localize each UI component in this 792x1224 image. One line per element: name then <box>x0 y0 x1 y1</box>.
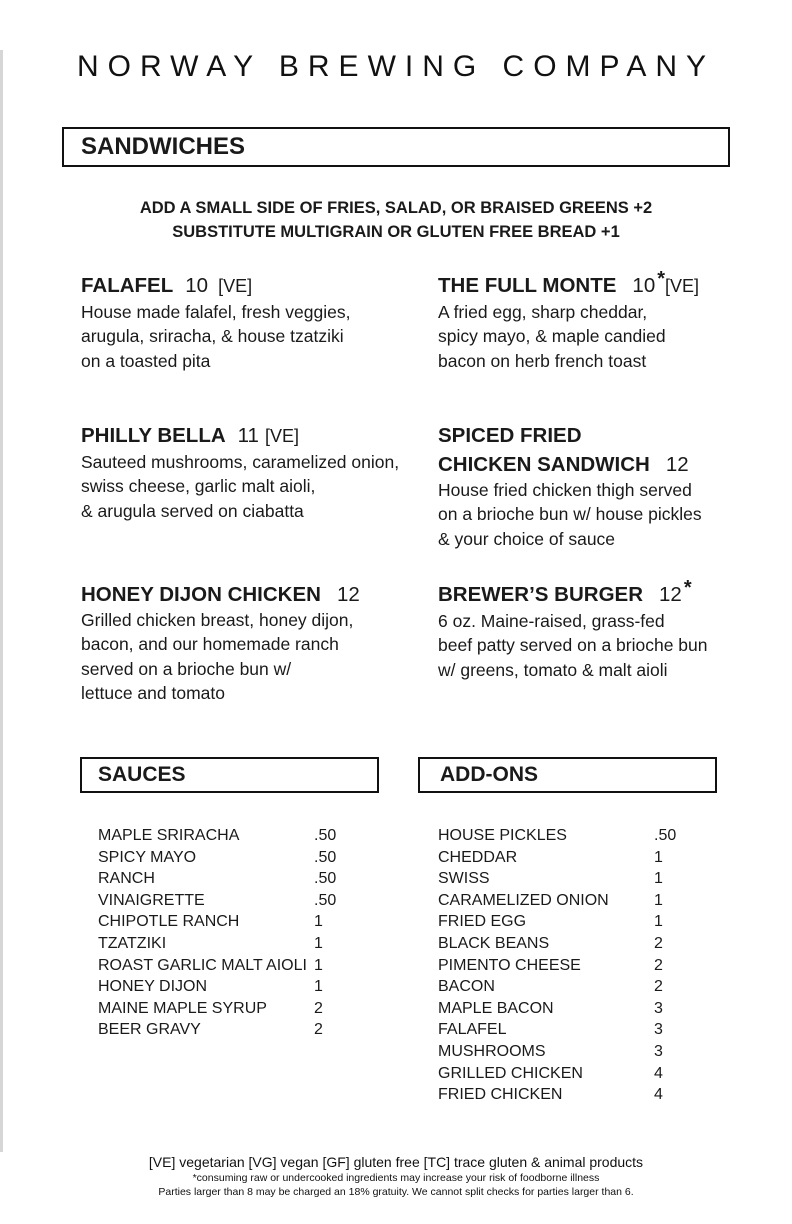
item-name: TZATZIKI <box>98 934 167 952</box>
item-price: 1 <box>654 848 663 866</box>
item-name: BACON <box>438 978 495 996</box>
item-price: 2 <box>654 978 663 996</box>
item-description: House made falafel, fresh veggies, arugula, sriracha, & house tzatziki on a toasted pita <box>81 302 351 371</box>
list-item <box>438 825 676 847</box>
menu-item-honey-dijon-chicken <box>81 581 426 705</box>
list-item <box>98 998 336 1020</box>
list-item <box>98 890 336 912</box>
section-title: SANDWICHES <box>81 133 246 160</box>
list-item <box>438 1063 676 1085</box>
item-price: 3 <box>654 999 663 1017</box>
item-price: 12 <box>336 583 360 606</box>
diet-legend: [VE] vegetarian [VG] vegan [GF] gluten free [TC] trace gluten & animal products <box>148 1154 644 1170</box>
item-price: .50 <box>314 891 337 909</box>
list-item <box>438 933 676 955</box>
item-name: BEER GRAVY <box>98 1021 201 1039</box>
section-title: ADD-ONS <box>440 763 538 786</box>
item-name: CHIPOTLE RANCH <box>98 913 240 931</box>
item-tag: [VE] <box>218 276 253 296</box>
item-name: MAPLE BACON <box>438 999 554 1017</box>
list-item <box>98 911 336 933</box>
list-item <box>98 976 336 998</box>
item-name: THE FULL MONTE <box>438 274 617 297</box>
raw-warning-star: * <box>683 577 692 599</box>
menu-item-falafel <box>81 272 426 373</box>
list-item <box>438 955 676 977</box>
list-item <box>438 976 676 998</box>
item-price: 4 <box>654 1086 663 1104</box>
item-name: PHILLY BELLA <box>81 424 226 447</box>
item-price: .50 <box>314 848 337 866</box>
addons-list <box>438 825 676 1106</box>
item-name: MAPLE SRIRACHA <box>98 827 240 844</box>
item-price: 3 <box>654 1021 663 1039</box>
item-name: FALAFEL <box>81 274 174 297</box>
section-header-sauces <box>80 757 379 793</box>
item-description: A fried egg, sharp cheddar, spicy mayo, & maple candied bacon on herb french toast <box>438 302 666 371</box>
item-price: 11 <box>237 424 259 447</box>
item-price: 3 <box>654 1042 663 1060</box>
section-header-sandwiches <box>62 127 730 167</box>
item-price: 12 <box>665 453 689 476</box>
item-name: FALAFEL <box>438 1021 507 1039</box>
list-item <box>438 890 676 912</box>
item-price: 2 <box>654 956 663 974</box>
item-name-line1: SPICED FRIED <box>438 424 582 447</box>
item-price: .50 <box>314 827 337 844</box>
item-name: CHEDDAR <box>438 848 518 866</box>
item-description: Grilled chicken breast, honey dijon, bacon, and our homemade ranch served on a brioche bun w/ lettuce and tomato <box>81 610 354 703</box>
item-price: 2 <box>314 1021 323 1039</box>
item-name: HONEY DIJON CHICKEN <box>81 583 321 606</box>
item-price: 1 <box>654 913 663 931</box>
item-name-line2: CHICKEN SANDWICH <box>438 453 650 476</box>
item-tag: [VE] <box>264 426 299 446</box>
menu-footer <box>0 1153 792 1199</box>
item-name: BLACK BEANS <box>438 934 550 952</box>
list-item <box>98 955 336 977</box>
item-price: 1 <box>654 891 663 909</box>
item-name: PIMENTO CHEESE <box>438 956 581 974</box>
item-name: CARAMELIZED ONION <box>438 891 609 909</box>
list-item <box>98 825 336 847</box>
item-price: .50 <box>314 870 337 888</box>
bread-note: SUBSTITUTE MULTIGRAIN OR GLUTEN FREE BREAD +1 <box>172 223 620 241</box>
list-item <box>438 1041 676 1063</box>
item-price: 1 <box>314 956 323 974</box>
item-name: FRIED CHICKEN <box>438 1086 563 1104</box>
item-name: SWISS <box>438 870 490 888</box>
item-name: HONEY DIJON <box>98 978 208 996</box>
list-item <box>438 998 676 1020</box>
item-name: FRIED EGG <box>438 913 527 931</box>
list-item <box>438 1019 676 1041</box>
section-title: SAUCES <box>98 763 186 786</box>
item-description: Sauteed mushrooms, caramelized onion, swiss cheese, garlic malt aioli, & arugula served on ciabatta <box>81 452 400 521</box>
list-item <box>438 868 676 890</box>
item-price: 10 <box>185 274 209 297</box>
item-price: 1 <box>314 978 323 996</box>
item-tag: [VE] <box>665 276 700 296</box>
item-name: SPICY MAYO <box>98 848 197 866</box>
list-item <box>98 1019 336 1041</box>
menu-item-spiced-fried-chicken <box>438 422 783 551</box>
sauces-list <box>98 825 336 1041</box>
item-name: MAINE MAPLE SYRUP <box>98 999 267 1017</box>
item-name: MUSHROOMS <box>438 1042 546 1060</box>
list-item <box>98 847 336 869</box>
item-name: HOUSE PICKLES <box>438 827 567 844</box>
item-price: 4 <box>654 1064 663 1082</box>
list-item <box>438 911 676 933</box>
item-price: 2 <box>654 934 663 952</box>
item-price: 1 <box>654 870 663 888</box>
menu-item-philly-bella <box>81 422 426 523</box>
section-header-addons <box>418 757 717 793</box>
item-name: BREWER’S BURGER <box>438 583 644 606</box>
list-item <box>438 847 676 869</box>
list-item <box>98 868 336 890</box>
list-item <box>98 933 336 955</box>
menu-item-brewers-burger <box>438 577 738 682</box>
item-price: 10 <box>632 274 656 297</box>
gratuity-policy: Parties larger than 8 may be charged an 18% gratuity. We cannot split checks for parties larger than 6. <box>158 1186 634 1198</box>
item-name: RANCH <box>98 870 155 888</box>
item-name: GRILLED CHICKEN <box>438 1064 583 1082</box>
item-price: 12 <box>659 583 682 606</box>
raw-food-warning: *consuming raw or undercooked ingredients may increase your risk of foodborne illness <box>192 1172 600 1184</box>
item-price: 1 <box>314 913 323 931</box>
item-price: .50 <box>654 827 677 844</box>
sandwich-notes <box>0 196 792 244</box>
list-item <box>438 1084 676 1106</box>
restaurant-title: NORWAY BREWING COMPANY <box>76 50 716 83</box>
raw-warning-star: * <box>657 268 666 290</box>
sides-note: ADD A SMALL SIDE OF FRIES, SALAD, OR BRAISED GREENS +2 <box>139 199 653 217</box>
menu-item-full-monte <box>438 268 783 373</box>
item-name: ROAST GARLIC MALT AIOLI <box>98 956 307 974</box>
item-price: 1 <box>314 934 323 952</box>
item-name: VINAIGRETTE <box>98 891 205 909</box>
item-description: House fried chicken thigh served on a brioche bun w/ house pickles & your choice of sauce <box>438 480 702 549</box>
item-description: 6 oz. Maine-raised, grass-fed beef patty served on a brioche bun w/ greens, tomato & malt aioli <box>438 611 708 680</box>
item-price: 2 <box>314 999 323 1017</box>
